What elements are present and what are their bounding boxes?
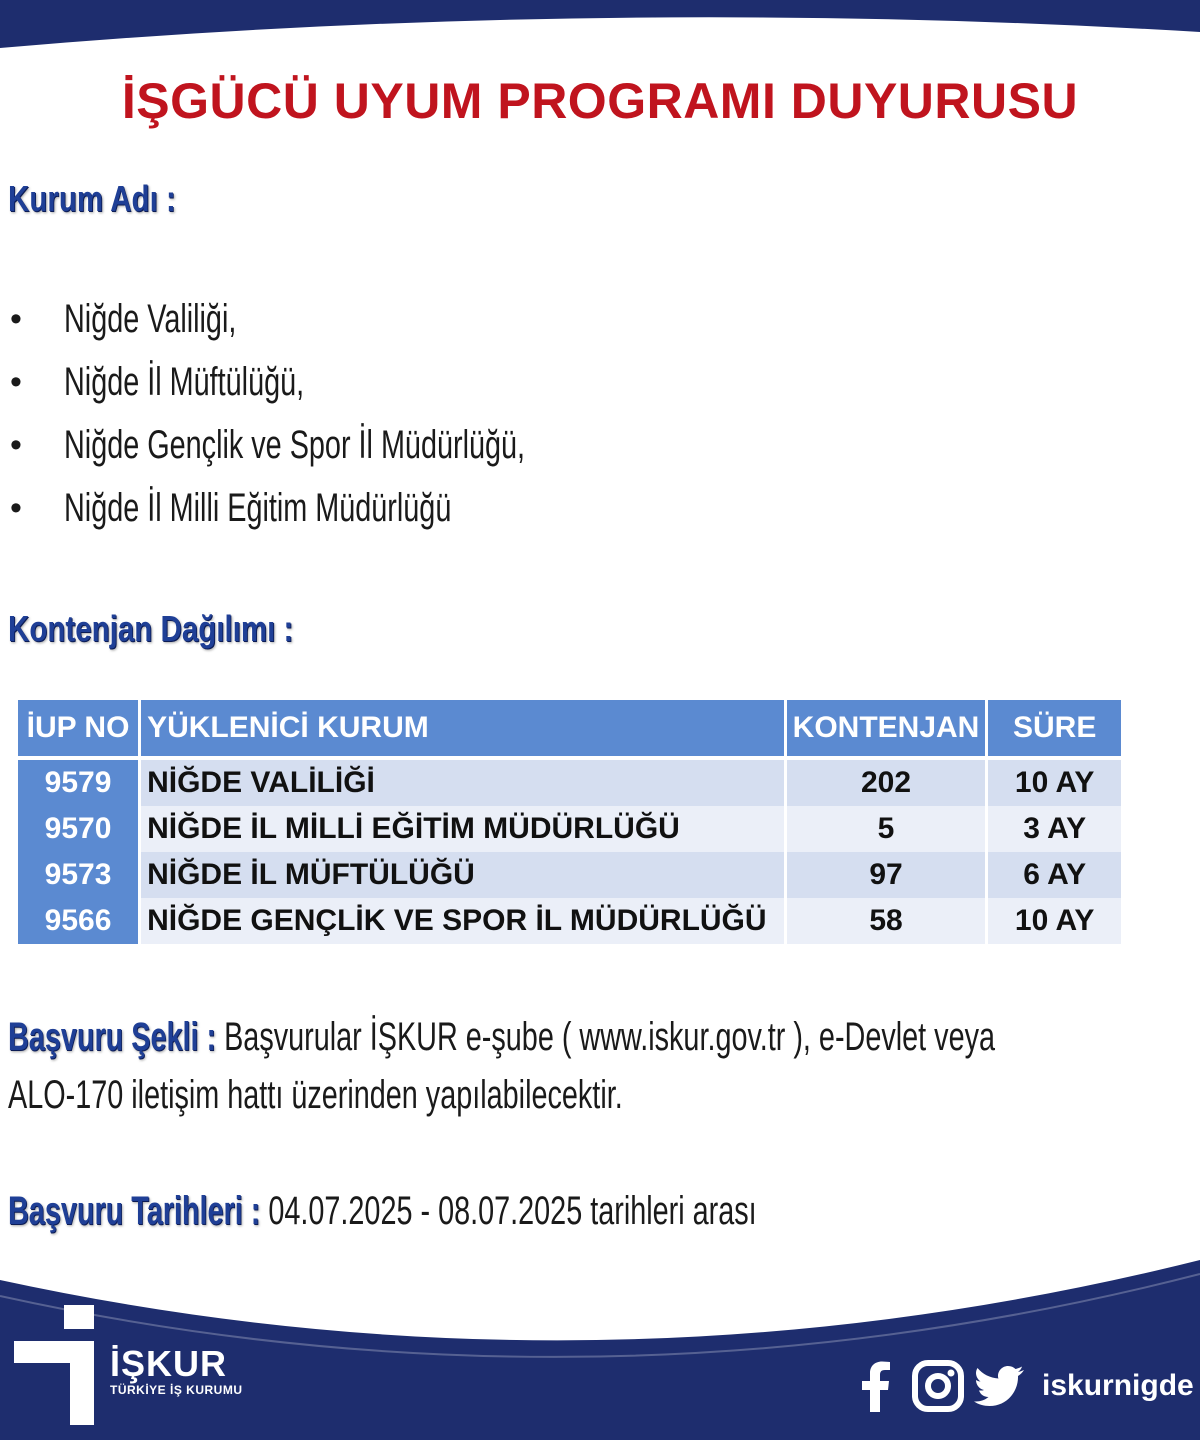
iskur-logo-icon (14, 1305, 94, 1425)
dates-label: Başvuru Tarihleri : (8, 1189, 261, 1233)
quota-table (18, 700, 1124, 944)
cell-quota: 5 (785, 806, 987, 852)
cell-iup-no: 9573 (18, 852, 140, 898)
top-wave-decoration (0, 0, 1200, 60)
facebook-icon[interactable] (850, 1360, 902, 1412)
table-header-row (18, 700, 1123, 756)
instagram-icon[interactable] (912, 1360, 964, 1412)
header-duration: SÜRE (987, 700, 1123, 756)
cell-quota: 202 (785, 760, 987, 806)
cell-duration: 10 AY (987, 760, 1123, 806)
application-label: Başvuru Şekli : (8, 1015, 217, 1059)
cell-contractor: NİĞDE VALİLİĞİ (140, 760, 786, 806)
list-item: • Niğde Gençlik ve Spor İl Müdürlüğü, (10, 423, 526, 467)
table-row (18, 852, 1123, 898)
brand (110, 1345, 243, 1397)
table-row (18, 806, 1123, 852)
cell-quota: 58 (785, 898, 987, 944)
cell-iup-no: 9570 (18, 806, 140, 852)
dates-paragraph (8, 1182, 1138, 1240)
dates-text: 04.07.2025 - 08.07.2025 tarihleri arası (260, 1189, 757, 1233)
table-row (18, 760, 1123, 806)
list-item: • Niğde İl Milli Eğitim Müdürlüğü (10, 486, 452, 530)
cell-contractor: NİĞDE GENÇLİK VE SPOR İL MÜDÜRLÜĞÜ (140, 898, 786, 944)
application-paragraph (8, 1008, 1138, 1124)
header-contractor: YÜKLENİCİ KURUM (140, 700, 786, 756)
institution-list (10, 288, 704, 540)
cell-duration: 3 AY (987, 806, 1123, 852)
cell-contractor: NİĞDE İL MÜFTÜLÜĞÜ (140, 852, 786, 898)
page-title: İŞGÜCÜ UYUM PROGRAMI DUYURUSU (121, 73, 1079, 129)
header-quota: KONTENJAN (785, 700, 987, 756)
quota-label: Kontenjan Dağılımı : (8, 608, 294, 649)
institution-label: Kurum Adı : (8, 178, 176, 219)
table-row (18, 898, 1123, 944)
cell-quota: 97 (785, 852, 987, 898)
cell-contractor: NİĞDE İL MİLLİ EĞİTİM MÜDÜRLÜĞÜ (140, 806, 786, 852)
social-handle[interactable]: iskurnigde (1042, 1369, 1194, 1402)
application-text: Başvurular İŞKUR e-şube ( www.iskur.gov.tr ), e-Devlet veya (216, 1015, 996, 1059)
brand-name: İŞKUR (110, 1343, 228, 1384)
list-item: • Niğde Valiliği, (10, 297, 237, 341)
social-links (850, 1358, 1194, 1414)
header-iup-no: İUP NO (18, 700, 140, 756)
application-text-line2: ALO-170 iletişim hattı üzerinden yapılabilecektir. (8, 1073, 623, 1117)
twitter-icon[interactable] (974, 1360, 1026, 1412)
cell-duration: 10 AY (987, 898, 1123, 944)
cell-iup-no: 9579 (18, 760, 140, 806)
cell-duration: 6 AY (987, 852, 1123, 898)
brand-subtitle: TÜRKİYE İŞ KURUMU (110, 1383, 243, 1397)
list-item: • Niğde İl Müftülüğü, (10, 360, 305, 404)
cell-iup-no: 9566 (18, 898, 140, 944)
